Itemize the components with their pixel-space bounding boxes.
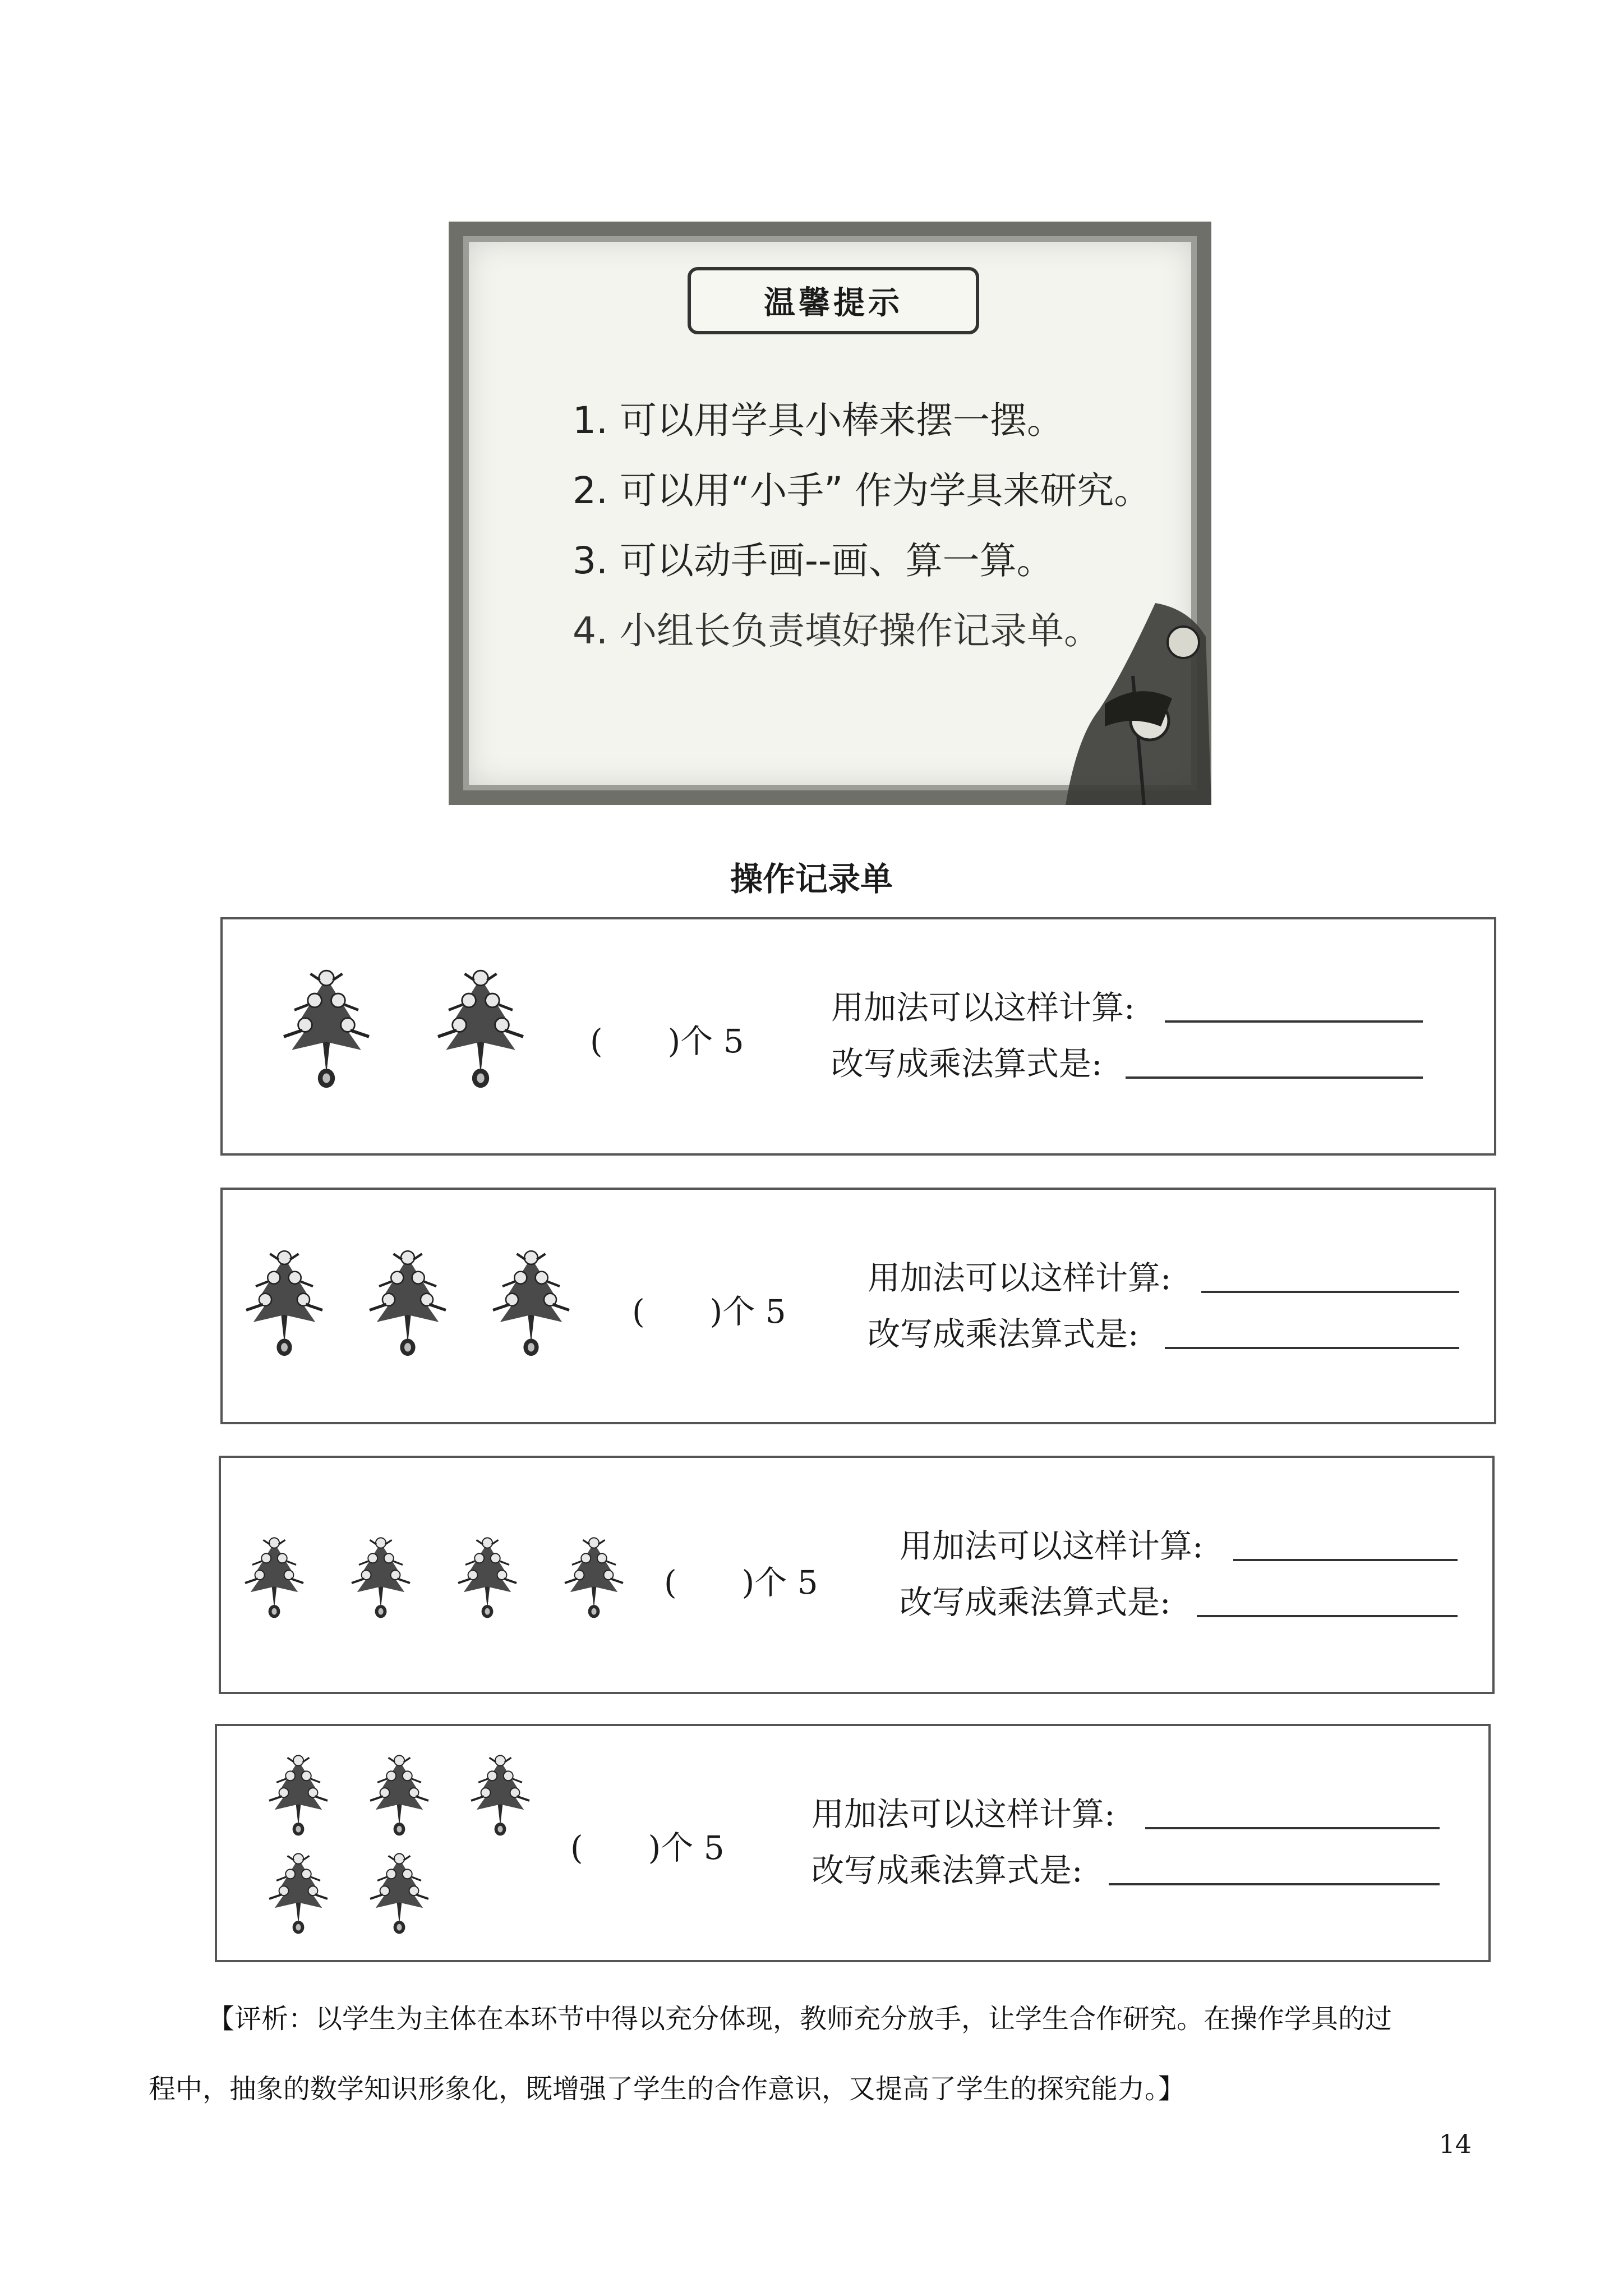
group-count-blank: ( )个 5 [664, 1563, 818, 1602]
group-count-blank: ( )个 5 [570, 1829, 725, 1867]
people-tree-icon [262, 1749, 335, 1838]
multiplication-label: 改写成乘法算式是: [900, 1583, 1171, 1621]
addition-answer-line[interactable] [1165, 1020, 1423, 1023]
group-count-blank: ( )个 5 [632, 1292, 786, 1331]
people-tree-icon [427, 961, 534, 1091]
people-tree-icon [557, 1531, 630, 1621]
tips-board [449, 222, 1211, 805]
record-row-2 [220, 1188, 1496, 1424]
people-tree-icon [237, 1243, 332, 1358]
people-tree-icon [238, 1531, 311, 1621]
record-row-4 [215, 1724, 1491, 1962]
people-tree-icon [483, 1243, 579, 1358]
analysis-line-2: 程中，抽象的数学知识形象化，既增强了学生的合作意识，又提高了学生的探究能力。】 [149, 2073, 1186, 2105]
page-number: 14 [1438, 2129, 1472, 2159]
record-row-3 [219, 1456, 1495, 1694]
people-tree-icon [273, 961, 380, 1091]
people-tree-icon [363, 1749, 436, 1838]
people-tree-icon [360, 1243, 455, 1358]
analysis-line-1: 【评析：以学生为主体在本环节中得以充分体现，教师充分放手，让学生合作研究。在操作学具的过 [208, 2003, 1393, 2035]
addition-answer-line[interactable] [1145, 1827, 1440, 1829]
record-row-1 [220, 917, 1496, 1156]
multiplication-answer-line[interactable] [1197, 1615, 1458, 1617]
cartoon-figure-icon [1066, 592, 1211, 805]
multiplication-answer-line[interactable] [1165, 1347, 1459, 1349]
addition-answer-line[interactable] [1201, 1291, 1459, 1293]
addition-label: 用加法可以这样计算: [811, 1795, 1115, 1833]
addition-label: 用加法可以这样计算: [900, 1527, 1204, 1565]
people-tree-icon [344, 1531, 417, 1621]
tip-item-2: 2. 可以用“小手” 作为学具来研究。 [573, 469, 1151, 512]
group-count-blank: ( )个 5 [590, 1022, 744, 1060]
people-tree-icon [451, 1531, 524, 1621]
addition-label: 用加法可以这样计算: [831, 988, 1135, 1027]
tip-item-1: 1. 可以用学具小棒来摆一摆。 [573, 399, 1064, 442]
people-tree-icon [262, 1847, 335, 1936]
tip-item-3: 3. 可以动手画--画、算一算。 [573, 539, 1054, 582]
multiplication-label: 改写成乘法算式是: [811, 1851, 1083, 1889]
multiplication-label: 改写成乘法算式是: [831, 1045, 1103, 1083]
tips-title: 温馨提示 [688, 267, 979, 334]
people-tree-icon [363, 1847, 436, 1936]
tip-item-4: 4. 小组长负责填好操作记录单。 [573, 609, 1101, 652]
addition-label: 用加法可以这样计算: [868, 1259, 1172, 1297]
multiplication-label: 改写成乘法算式是: [868, 1315, 1139, 1353]
multiplication-answer-line[interactable] [1109, 1883, 1440, 1885]
multiplication-answer-line[interactable] [1126, 1076, 1423, 1079]
addition-answer-line[interactable] [1233, 1559, 1458, 1561]
record-sheet-title: 操作记录单 [730, 860, 893, 898]
people-tree-icon [464, 1749, 537, 1838]
